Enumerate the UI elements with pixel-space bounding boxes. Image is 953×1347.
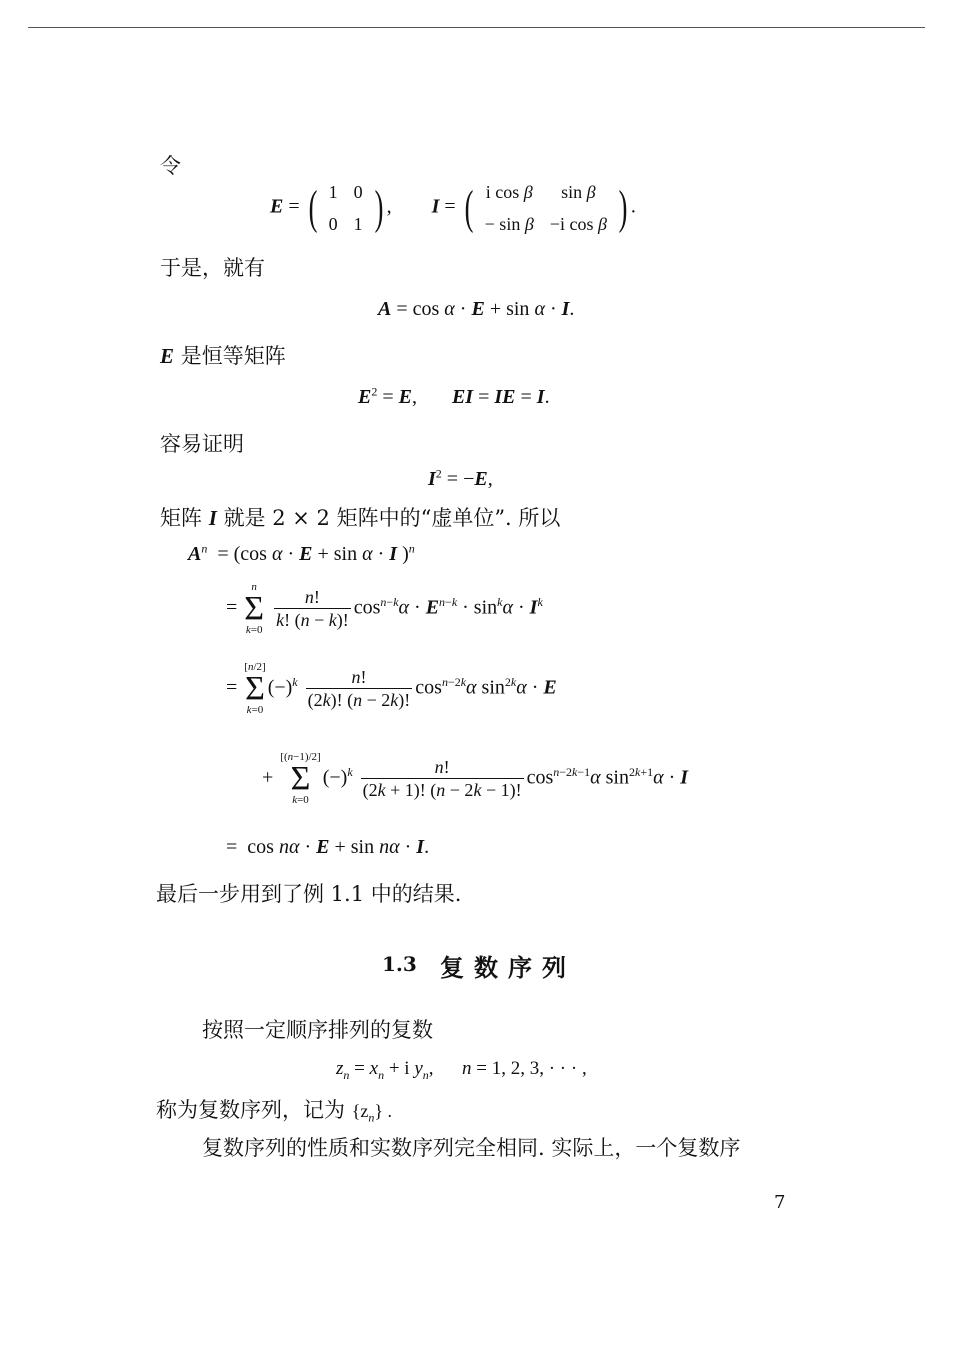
text-e-identity-label: 是恒等矩阵 (180, 344, 286, 368)
text-imatrix: 矩阵 I 就是 2 × 2 矩阵中的“虚单位”. 所以 (160, 506, 561, 530)
text-e-identity: E 是恒等矩阵 (160, 344, 286, 368)
equation-sequence: $z_n = x_n + i$ $y_n$, n = 1, 2, 3, · · · , (336, 1058, 587, 1082)
text-order: 按照一定顺序排列的复数 (202, 1018, 433, 1042)
text-imatrix-mid: 就是 2 × 2 矩阵中的“虚单位”. 所以 (223, 506, 561, 530)
page-number: 7 (774, 1192, 786, 1213)
text-last-step: 最后一步用到了例 1.1 中的结果. (156, 882, 462, 906)
section-number: 1.3 (382, 952, 417, 976)
text-yushi: 于是，就有 (160, 256, 265, 280)
equation-i-squared: $I^2 = -E$, (428, 466, 493, 490)
derivation-line-1: $A^n = (\cos$ α · E + sin α · I )$^n$ (188, 541, 415, 565)
text-called: 称为复数序列，记为 $\{z_n\}$ . (156, 1098, 392, 1125)
section-title: 复数序列 (440, 953, 576, 982)
seq-notation: {z (351, 1101, 369, 1121)
text-props: 复数序列的性质和实数序列完全相同. 实际上，一个复数序 (202, 1136, 741, 1160)
equation-a: A = cos α · E + sin α · I. (378, 298, 575, 320)
text-easy: 容易证明 (160, 432, 244, 456)
text-ling: 令 (160, 154, 181, 178)
header-rule (28, 27, 925, 28)
derivation-line-2: = n Σ k=0 $\frac{n!}{k! (n - k)!}$ $\cos^{n-k}\alpha \cdot E^{n-k} \cdot \sin^k\alpha \cdot I^k$ (226, 581, 543, 636)
derivation-line-3: = [n/2] Σ k=0 $(-)^k$ $\frac{n!}{(2k)! (n - 2k)!}$ $\cos^{n-2k}\alpha$ $\sin^{2k}\alpha \cdot E$ (226, 661, 557, 716)
text-imatrix-pre: 矩阵 (160, 506, 202, 530)
derivation-line-5: = cos nα · E + sin nα · I. (226, 836, 430, 858)
equation-e-props: $E^2 = E$, EI = IE = I. (358, 384, 550, 408)
matrix-definitions: E = ( 1 0 0 1 ) , I = ( i cos β sin β − sin β −i cos β ) . (270, 181, 636, 234)
text-called-label: 称为复数序列，记为 (156, 1098, 345, 1122)
derivation-line-4: + [(n−1)/2] Σ k=0 $(-)^k$ $\frac{n!}{(2k + 1)! (n - 2k - 1)!}$ $\cos^{n-2k-1}\alpha$ $\sin^{2k+1}\alpha \cdot I$ (262, 751, 689, 806)
